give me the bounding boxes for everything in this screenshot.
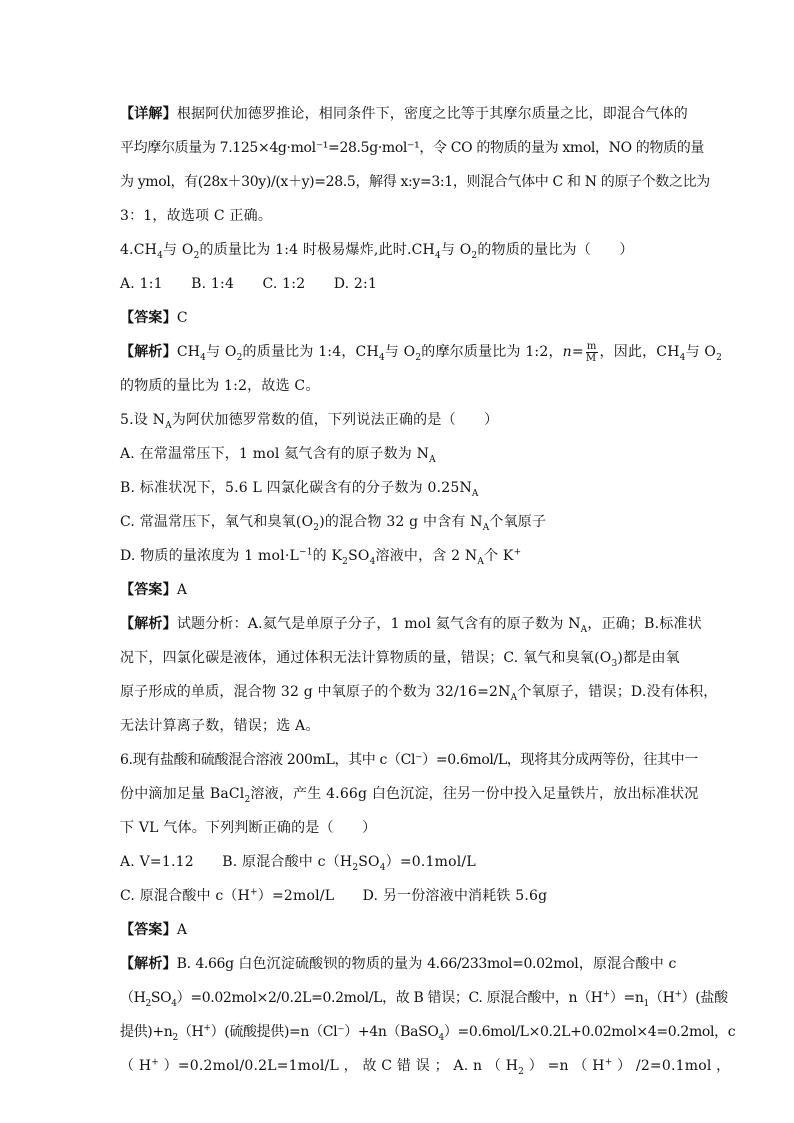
text: 6.现有盐酸和硫酸混合溶液 200mL，其中 c（Cl⁻）=0.6mol/L，现将其分成两等份，往其中一 [120, 752, 698, 768]
text: 原子形成的单质，混合物 32 g 中氧原子的个数为 32/16=2N [120, 684, 511, 700]
q6-explanation-line-1 [120, 947, 676, 981]
subscript: 2 [518, 1066, 525, 1077]
text: ，正确；B.标准状 [587, 616, 702, 632]
text: )的混合物 32 g 中含有 N [319, 514, 483, 530]
answer-tag: 【答案】 [120, 922, 177, 938]
text: 的 K [312, 548, 343, 564]
text: SO [348, 548, 370, 564]
q4-answer [120, 301, 676, 335]
subscript: 2 [313, 522, 320, 533]
q3-explanation-line-4 [120, 199, 676, 233]
subscript: 4 [438, 1032, 444, 1043]
subscript: 2 [471, 250, 478, 261]
text: ）=0.2mol/0.2L=1mol/L ， 故 C 错 误 ； A. n （ H [159, 1058, 519, 1074]
q5-stem [120, 403, 676, 437]
text: ）=0.6mol/L×0.2L+0.02mol×4=0.2mol，c [443, 1024, 736, 1040]
q5-option-d [120, 539, 676, 573]
q4-options [120, 267, 676, 301]
q6-explanation-line-3 [120, 1015, 736, 1049]
subscript: A [477, 556, 485, 567]
superscript: + [203, 1023, 211, 1034]
text: 溶液中，含 2 N [375, 548, 478, 564]
q6-options-ab [120, 845, 676, 879]
subscript: 4 [200, 352, 207, 363]
text: C. 常温常压下，氧气和臭氧(O [120, 514, 314, 530]
q6-stem-line-3 [120, 811, 676, 845]
document-body [120, 97, 736, 1083]
text: C. 原混合酸中 c（H [120, 888, 251, 904]
text: CH [176, 344, 201, 360]
text: D. 物质的量浓度为 1 mol·L [120, 548, 299, 564]
text: 个氧原子，错误；D.没有体积， [517, 684, 718, 700]
text: ） =n （ H [524, 1058, 605, 1074]
detail-tag: 【详解】 [120, 106, 177, 122]
answer-value: C [176, 310, 188, 326]
text: 为阿伏加德罗常数的值，下列说法正确的是（ ） [171, 412, 499, 428]
subscript: 1 [643, 998, 649, 1009]
fraction-denominator: M [585, 352, 597, 364]
text: B. 4.66g 白色沉淀硫酸钡的物质的量为 4.66/233mol=0.02mol，原混合酸中 c [176, 956, 676, 972]
text: 与 O [163, 242, 194, 258]
explanation-tag: 【解析】 [120, 616, 177, 632]
text: ）(硫酸提供)=n（Cl⁻）+4n（BaSO [210, 1024, 439, 1040]
subscript: 2 [352, 862, 359, 873]
text: 与 O [206, 344, 237, 360]
text: 5.设 N [120, 412, 166, 428]
text: SO [358, 854, 380, 870]
text: SO [150, 990, 172, 1006]
q6-stem-line-1 [120, 743, 698, 777]
text: A. 在常温常压下，1 mol 氦气含有的原子数为 N [120, 446, 430, 462]
q5-option-c [120, 505, 676, 539]
text: （ H [120, 1058, 152, 1074]
formula-eq: = [571, 344, 584, 360]
text: 的质量比为 1:4，CH [242, 344, 379, 360]
text: ，因此，CH [599, 344, 680, 360]
subscript: 2 [415, 352, 422, 363]
text: （H [177, 1024, 204, 1040]
text: （H [648, 990, 675, 1006]
superscript: −1 [298, 547, 313, 558]
answer-value: A [176, 582, 188, 598]
subscript: 2 [172, 1032, 178, 1043]
text: 的质量比为 1:4 时极易爆炸,此时.CH [199, 242, 435, 258]
text: CH [133, 242, 158, 258]
formula-n: n [562, 344, 572, 360]
question-number: 4. [120, 242, 134, 258]
subscript: 2 [145, 998, 151, 1009]
q5-answer [120, 573, 676, 607]
text: 平均摩尔质量为 7.125×4g·mol⁻¹=28.5g·mol⁻¹，令 CO 的物质的量为 xmol，NO 的物质的量 [120, 140, 705, 156]
text: B. 标准状况下，5.6 L 四氯化碳含有的分子数为 0.25N [120, 480, 472, 496]
text: ）=0.02mol×2/0.2L=0.2mol/L，故 B 错误；C. 原混合酸中，n（H [176, 990, 603, 1006]
text: 根据阿伏加德罗推论，相同条件下，密度之比等于其摩尔质量之比，即混合气体的 [176, 106, 689, 122]
subscript: A [471, 488, 479, 499]
q5-option-b [120, 471, 676, 505]
superscript: + [604, 1057, 613, 1068]
q3-explanation-line-2 [120, 131, 705, 165]
q5-explanation-line-4 [120, 709, 676, 743]
text: ）=0.1mol/L [385, 854, 476, 870]
q4-stem [120, 233, 676, 267]
subscript: 3 [611, 658, 618, 669]
text: 试题分析：A.氦气是单原子分子，1 mol 氦气含有的原子数为 N [176, 616, 581, 632]
q5-explanation-line-1 [120, 607, 702, 641]
subscript: 2 [193, 250, 200, 261]
text: 份中滴加足量 BaCl [120, 786, 245, 802]
text: 提供)+n [120, 1024, 173, 1040]
text: 与 O [685, 344, 717, 360]
text: （H [120, 990, 146, 1006]
text: 无法计算离子数，错误；选 A。 [120, 718, 320, 734]
text: )都是由氧 [617, 650, 680, 666]
q6-explanation-line-4 [120, 1049, 731, 1083]
text: ） /2=0.1mol ， [612, 1058, 731, 1074]
q3-explanation-line-3 [120, 165, 710, 199]
subscript: 2 [342, 556, 349, 567]
subscript: 4 [434, 250, 441, 261]
text: 个氧原子 [489, 514, 547, 530]
text: 3：1，故选项 C 正确。 [120, 208, 273, 224]
subscript: 4 [171, 998, 177, 1009]
subscript: 4 [157, 250, 164, 261]
q6-explanation-line-2 [120, 981, 728, 1015]
text: 与 O [384, 344, 416, 360]
answer-tag: 【答案】 [120, 310, 177, 326]
q5-explanation-line-2 [120, 641, 680, 675]
q4-explanation-line-1 [120, 335, 723, 369]
text: 下 VL 气体。下列判断正确的是（ ） [120, 820, 377, 836]
superscript: + [513, 547, 522, 558]
q5-option-a [120, 437, 676, 471]
text: 与 O [440, 242, 472, 258]
subscript: A [510, 692, 518, 703]
answer-tag: 【答案】 [120, 582, 177, 598]
subscript: A [165, 420, 172, 431]
superscript: + [151, 1057, 160, 1068]
text: 的物质的量比为 1:2，故选 C。 [120, 378, 320, 394]
text: 为 ymol，有(28x＋30y)/(x＋y)=28.5，解得 x:y=3:1，则混合气体中 C 和 N 的原子个数之比为 [120, 174, 710, 190]
text: 溶液，产生 4.66g 白色沉淀，往另一份中投入足量铁片，放出标准状况 [250, 786, 699, 802]
q6-options-cd [120, 879, 676, 913]
explanation-tag: 【解析】 [120, 344, 177, 360]
superscript: + [674, 989, 682, 1000]
subscript: 4 [679, 352, 686, 363]
subscript: 2 [236, 352, 243, 363]
subscript: 4 [379, 862, 386, 873]
text: 的摩尔质量比为 1:2， [421, 344, 563, 360]
answer-value: A [176, 922, 188, 938]
superscript: + [602, 989, 610, 1000]
q6-answer [120, 913, 676, 947]
text: 况下，四氯化碳是液体，通过体积无法计算物质的量，错误；C. 氧气和臭氧(O [120, 650, 612, 666]
q3-explanation-line-1 [120, 97, 689, 131]
text: ）=2mol/L D. 另一份溶液中消耗铁 5.6g [257, 888, 548, 904]
fraction-m-over-M [586, 341, 598, 364]
subscript: 4 [378, 352, 385, 363]
q5-explanation-line-3 [120, 675, 718, 709]
options-text: A. 1:1 B. 1:4 C. 1:2 D. 2:1 [120, 276, 378, 292]
subscript: 2 [244, 794, 251, 805]
text: ）=n [609, 990, 644, 1006]
text: 个 K [484, 548, 514, 564]
explanation-tag: 【解析】 [120, 956, 177, 972]
text: ）(盐酸 [681, 990, 728, 1006]
q4-explanation-line-2 [120, 369, 676, 403]
subscript: 4 [369, 556, 376, 567]
subscript: A [429, 454, 436, 465]
superscript: + [250, 887, 258, 898]
q6-stem-line-2 [120, 777, 699, 811]
text: A. V=1.12 B. 原混合酸中 c（H [120, 854, 353, 870]
text: 的物质的量比为（ ） [477, 242, 634, 258]
subscript: A [482, 522, 490, 533]
subscript: 2 [716, 352, 723, 363]
subscript: A [580, 624, 588, 635]
fraction-numerator: m [586, 340, 597, 352]
